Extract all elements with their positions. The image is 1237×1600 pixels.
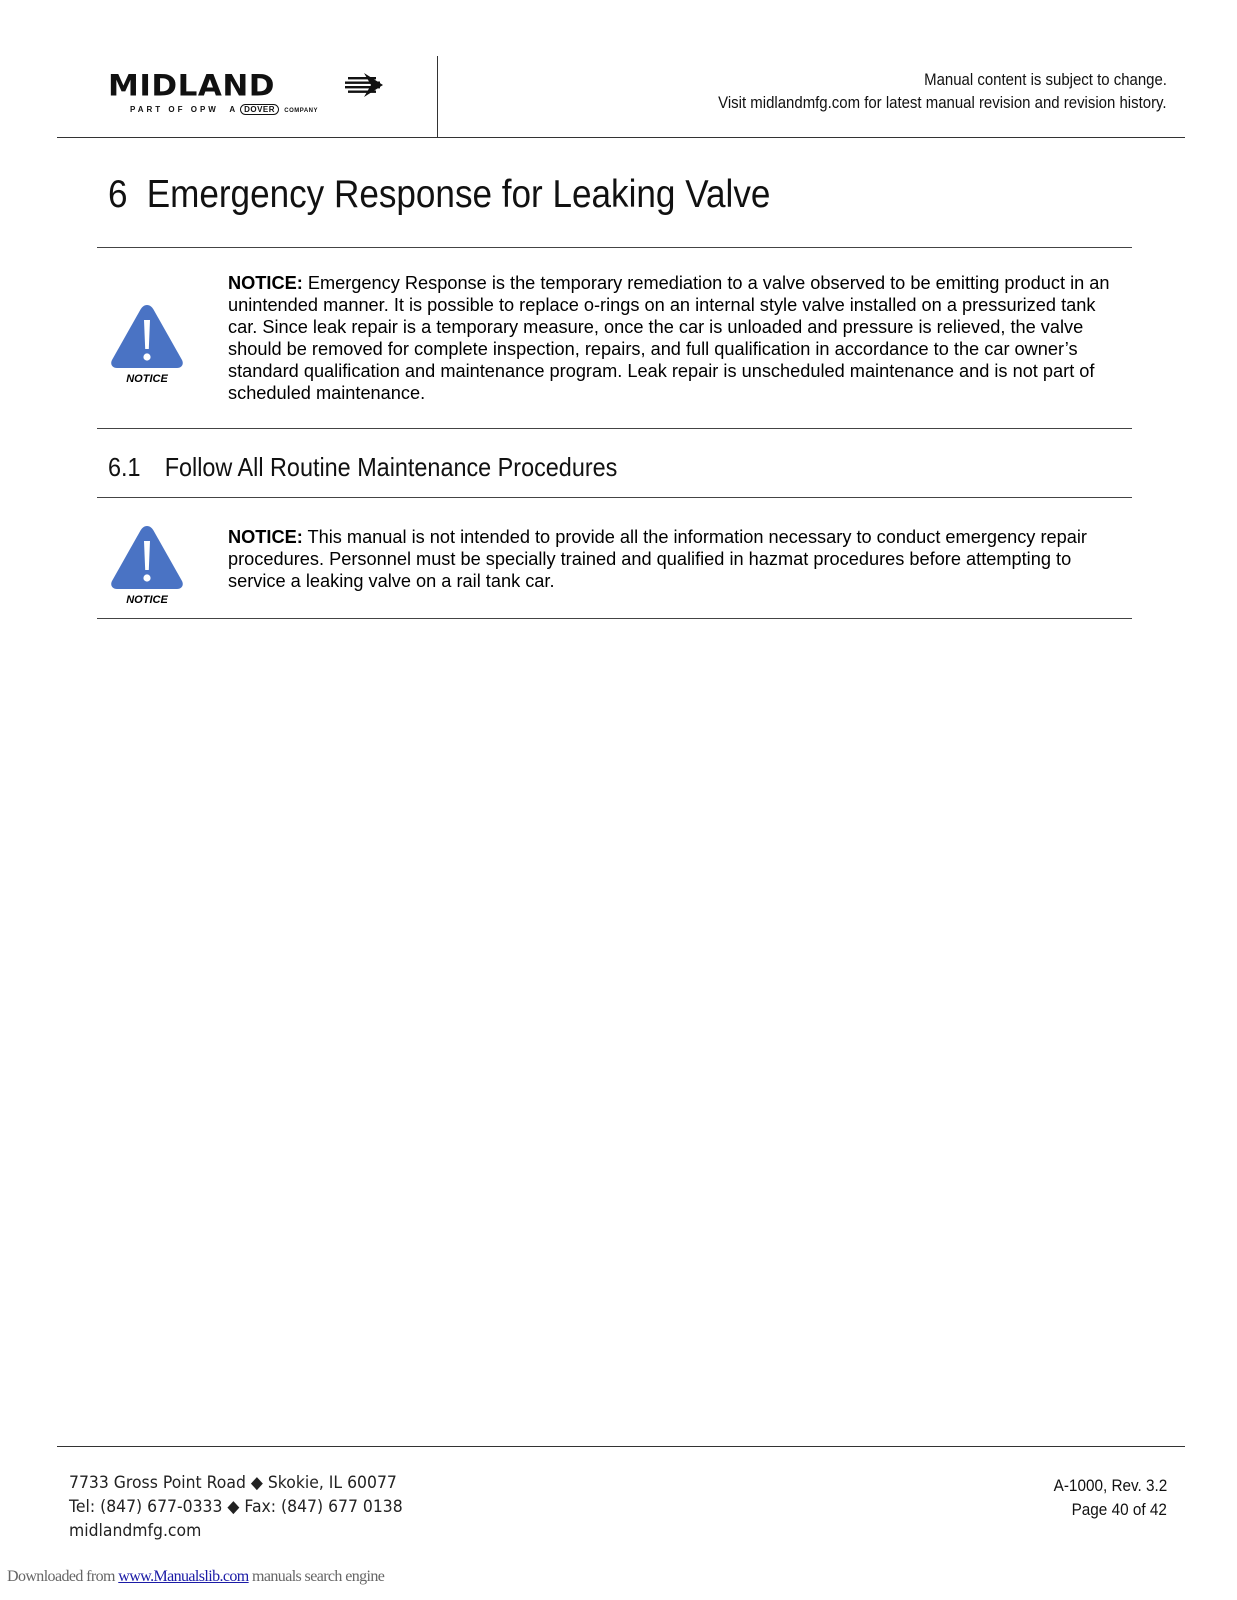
warning-triangle-icon [109,302,185,370]
download-watermark [7,1568,384,1586]
logo-diamond-icon [344,72,384,98]
subsection-rule-top [97,497,1132,498]
footer-divider [57,1446,1185,1447]
footer-address: 7733 Gross Point Road ◆ Skokie, IL 60077 [69,1473,397,1493]
logo-company: COMPANY [284,108,319,114]
notice-lead: NOTICE: [228,527,303,547]
section-heading [108,173,770,217]
notice-paragraph [228,272,1128,404]
header-divider [57,137,1185,138]
notice-paragraph [228,526,1128,592]
midland-logo [108,70,390,120]
section-rule-top [97,247,1132,248]
footer-page-number: Page 40 of 42 [1071,1500,1167,1519]
notice-body: Emergency Response is the temporary remediation to a valve observed to be emitting product in an unintended manner. It is possible to replace o-rings on an internal style valve installed on a pressurized tank car. Since leak repair is a temporary measure, once the car is unloaded and pressure is relieved, the valve should be removed for complete inspection, repairs, and full qualification in accordance to the car owner’s standard qualification and maintenance program. Leak repair is unscheduled maintenance and is not part of scheduled maintenance. [228,273,1110,403]
header-divider-vertical [437,56,438,138]
header-note-line1: Manual content is subject to change. [924,70,1167,89]
section-rule-bottom [97,428,1132,429]
header-note-line2: Visit midlandmfg.com for latest manual revision and revision history. [718,93,1167,112]
section-title: Emergency Response for Leaking Valve [146,173,771,216]
logo-dover: DOVER [240,104,279,115]
watermark-prefix: Downloaded from [7,1568,119,1585]
subsection-rule-bottom [97,618,1132,619]
notice-icon-label: NOTICE [126,594,168,606]
section-number: 6 [108,173,128,216]
notice-body: This manual is not intended to provide all the information necessary to conduct emergency repair procedures. Personnel must be specially trained and qualified in hazmat procedures before attempting to service a leaking valve on a rail tank car. [228,527,1087,591]
logo-tagline-text: PART OF OPW [130,105,219,114]
watermark-link[interactable]: www.Manualslib.com [118,1568,249,1585]
logo-dover-prefix: A [229,105,239,114]
warning-triangle-icon [109,523,185,591]
logo-wordmark: MIDLAND [108,68,276,104]
logo-tagline [130,105,318,116]
footer-phone: Tel: (847) 677-0333 ◆ Fax: (847) 677 0138 [69,1497,403,1517]
subsection-title: Follow All Routine Maintenance Procedures [164,452,618,482]
subsection-number: 6.1 [108,452,141,482]
watermark-suffix: manuals search engine [248,1568,385,1585]
footer-doc-revision: A-1000, Rev. 3.2 [1053,1476,1167,1495]
notice-block-icon [109,523,185,605]
notice-lead: NOTICE: [228,273,303,293]
notice-block-icon [109,302,185,384]
notice-icon-label: NOTICE [126,373,168,385]
footer-website: midlandmfg.com [69,1521,202,1541]
subsection-heading [108,452,617,483]
